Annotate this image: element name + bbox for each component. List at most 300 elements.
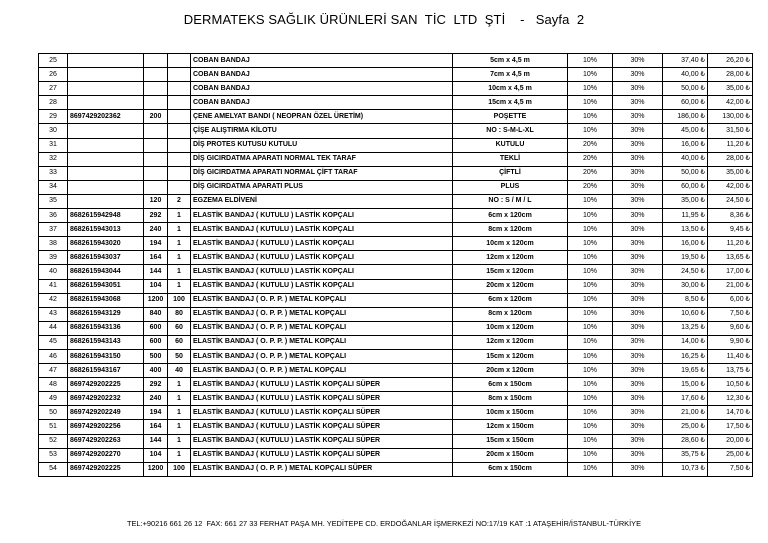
list-price-cell: 30,00 ₺ — [663, 279, 708, 293]
list-price-cell: 13,50 ₺ — [663, 223, 708, 237]
row-number: 33 — [39, 166, 68, 180]
pack-quantity-cell — [168, 152, 191, 166]
net-price-cell: 13,65 ₺ — [708, 251, 753, 265]
pack-quantity-cell: 1 — [168, 279, 191, 293]
discount-cell: 30% — [613, 462, 663, 476]
list-price-cell: 25,00 ₺ — [663, 420, 708, 434]
net-price-cell: 24,50 ₺ — [708, 194, 753, 208]
vat-cell: 10% — [568, 194, 613, 208]
barcode-cell: 8682615943129 — [68, 307, 144, 321]
barcode-cell — [68, 166, 144, 180]
table-row — [39, 434, 753, 448]
net-price-cell: 14,70 ₺ — [708, 406, 753, 420]
net-price-cell: 7,50 ₺ — [708, 307, 753, 321]
barcode-cell: 8697429202256 — [68, 420, 144, 434]
table-row — [39, 420, 753, 434]
size-cell: 12cm x 120cm — [453, 335, 568, 349]
box-quantity-cell — [144, 138, 168, 152]
list-price-cell: 19,50 ₺ — [663, 251, 708, 265]
box-quantity-cell: 600 — [144, 335, 168, 349]
barcode-cell: 8682615943013 — [68, 223, 144, 237]
table-row — [39, 321, 753, 335]
product-name-cell: ELASTİK BANDAJ ( KUTULU ) LASTİK KOPÇALI SÜPER — [191, 420, 453, 434]
barcode-cell — [68, 124, 144, 138]
pack-quantity-cell: 100 — [168, 293, 191, 307]
size-cell: 15cm x 4,5 m — [453, 96, 568, 110]
discount-cell: 30% — [613, 138, 663, 152]
list-price-cell: 8,50 ₺ — [663, 293, 708, 307]
pack-quantity-cell: 1 — [168, 420, 191, 434]
size-cell: NO : S / M / L — [453, 194, 568, 208]
row-number: 32 — [39, 152, 68, 166]
product-name-cell: ELASTİK BANDAJ ( O. P. P. ) METAL KOPÇALI — [191, 364, 453, 378]
discount-cell: 30% — [613, 293, 663, 307]
row-number: 25 — [39, 54, 68, 68]
net-price-cell: 31,50 ₺ — [708, 124, 753, 138]
box-quantity-cell: 840 — [144, 307, 168, 321]
row-number: 43 — [39, 307, 68, 321]
discount-cell: 30% — [613, 335, 663, 349]
net-price-cell: 21,00 ₺ — [708, 279, 753, 293]
row-number: 48 — [39, 378, 68, 392]
row-number: 47 — [39, 364, 68, 378]
pack-quantity-cell: 1 — [168, 209, 191, 223]
box-quantity-cell: 120 — [144, 194, 168, 208]
row-number: 46 — [39, 349, 68, 363]
barcode-cell: 8682615943044 — [68, 265, 144, 279]
product-name-cell: ELASTİK BANDAJ ( KUTULU ) LASTİK KOPÇALI — [191, 265, 453, 279]
table-row — [39, 293, 753, 307]
list-price-cell: 37,40 ₺ — [663, 54, 708, 68]
discount-cell: 30% — [613, 251, 663, 265]
pack-quantity-cell: 1 — [168, 406, 191, 420]
net-price-cell: 17,50 ₺ — [708, 420, 753, 434]
list-price-cell: 13,25 ₺ — [663, 321, 708, 335]
row-number: 37 — [39, 223, 68, 237]
list-price-cell: 50,00 ₺ — [663, 166, 708, 180]
size-cell: 6cm x 150cm — [453, 462, 568, 476]
box-quantity-cell — [144, 54, 168, 68]
size-cell: 10cm x 120cm — [453, 321, 568, 335]
net-price-cell: 35,00 ₺ — [708, 166, 753, 180]
box-quantity-cell: 1200 — [144, 462, 168, 476]
row-number: 44 — [39, 321, 68, 335]
barcode-cell: 8682615942948 — [68, 209, 144, 223]
net-price-cell: 25,00 ₺ — [708, 448, 753, 462]
row-number: 29 — [39, 110, 68, 124]
pack-quantity-cell: 50 — [168, 349, 191, 363]
vat-cell: 10% — [568, 293, 613, 307]
product-name-cell: COBAN BANDAJ — [191, 54, 453, 68]
pack-quantity-cell: 1 — [168, 434, 191, 448]
table-row — [39, 96, 753, 110]
page-title: DERMATEKS SAĞLIK ÜRÜNLERİ SAN TİC LTD ŞTİ - Sayfa 2 — [183, 12, 585, 27]
discount-cell: 30% — [613, 406, 663, 420]
vat-cell: 20% — [568, 152, 613, 166]
size-cell: 8cm x 120cm — [453, 223, 568, 237]
size-cell: 12cm x 150cm — [453, 420, 568, 434]
table-row — [39, 251, 753, 265]
box-quantity-cell: 292 — [144, 378, 168, 392]
list-price-cell: 60,00 ₺ — [663, 96, 708, 110]
net-price-cell: 35,00 ₺ — [708, 82, 753, 96]
size-cell: 15cm x 120cm — [453, 265, 568, 279]
table-row — [39, 223, 753, 237]
pack-quantity-cell: 1 — [168, 378, 191, 392]
table-row — [39, 265, 753, 279]
size-cell: 20cm x 120cm — [453, 279, 568, 293]
net-price-cell: 9,90 ₺ — [708, 335, 753, 349]
discount-cell: 30% — [613, 96, 663, 110]
pack-quantity-cell: 1 — [168, 265, 191, 279]
net-price-cell: 6,00 ₺ — [708, 293, 753, 307]
row-number: 42 — [39, 293, 68, 307]
box-quantity-cell: 600 — [144, 321, 168, 335]
barcode-cell: 8697429202225 — [68, 462, 144, 476]
discount-cell: 30% — [613, 378, 663, 392]
footer-address: TEL:+90216 661 26 12 FAX: 661 27 33 FERHAT PAŞA MH. YEDİTEPE CD. ERDOĞANLAR İŞMERKEZİ NO:17/19 KAT :1 ATAŞEHİR/İSTANBUL-TÜRKİYE — [126, 519, 642, 528]
pack-quantity-cell: 40 — [168, 364, 191, 378]
row-number: 41 — [39, 279, 68, 293]
pack-quantity-cell — [168, 180, 191, 194]
table-row — [39, 152, 753, 166]
row-number: 45 — [39, 335, 68, 349]
pack-quantity-cell: 60 — [168, 335, 191, 349]
list-price-cell: 16,00 ₺ — [663, 237, 708, 251]
product-name-cell: ELASTİK BANDAJ ( KUTULU ) LASTİK KOPÇALI SÜPER — [191, 406, 453, 420]
net-price-cell: 42,00 ₺ — [708, 96, 753, 110]
product-name-cell: ÇİŞE ALIŞTIRMA KİLOTU — [191, 124, 453, 138]
net-price-cell: 12,30 ₺ — [708, 392, 753, 406]
row-number: 31 — [39, 138, 68, 152]
barcode-cell: 8682615943143 — [68, 335, 144, 349]
table-row — [39, 279, 753, 293]
product-name-cell: COBAN BANDAJ — [191, 82, 453, 96]
net-price-cell: 9,60 ₺ — [708, 321, 753, 335]
row-number: 53 — [39, 448, 68, 462]
list-price-cell: 11,95 ₺ — [663, 209, 708, 223]
vat-cell: 10% — [568, 321, 613, 335]
product-name-cell: ELASTİK BANDAJ ( O. P. P. ) METAL KOPÇALI — [191, 293, 453, 307]
size-cell: 15cm x 150cm — [453, 434, 568, 448]
size-cell: NO : S-M-L-XL — [453, 124, 568, 138]
product-name-cell: DİŞ GICIRDATMA APARATI PLUS — [191, 180, 453, 194]
row-number: 40 — [39, 265, 68, 279]
vat-cell: 10% — [568, 434, 613, 448]
size-cell: 10cm x 4,5 m — [453, 82, 568, 96]
list-price-cell: 45,00 ₺ — [663, 124, 708, 138]
box-quantity-cell: 240 — [144, 223, 168, 237]
vat-cell: 10% — [568, 307, 613, 321]
product-name-cell: EGZEMA ELDİVENİ — [191, 194, 453, 208]
vat-cell: 10% — [568, 420, 613, 434]
size-cell: ÇİFTLİ — [453, 166, 568, 180]
size-cell: 12cm x 120cm — [453, 251, 568, 265]
list-price-cell: 28,60 ₺ — [663, 434, 708, 448]
pack-quantity-cell — [168, 54, 191, 68]
barcode-cell: 8697429202270 — [68, 448, 144, 462]
pack-quantity-cell: 1 — [168, 448, 191, 462]
barcode-cell — [68, 68, 144, 82]
box-quantity-cell: 104 — [144, 448, 168, 462]
discount-cell: 30% — [613, 68, 663, 82]
size-cell: TEKLİ — [453, 152, 568, 166]
product-name-cell: ELASTİK BANDAJ ( KUTULU ) LASTİK KOPÇALI — [191, 251, 453, 265]
size-cell: 8cm x 120cm — [453, 307, 568, 321]
barcode-cell: 8697429202362 — [68, 110, 144, 124]
net-price-cell: 7,50 ₺ — [708, 462, 753, 476]
discount-cell: 30% — [613, 448, 663, 462]
price-list-table — [38, 53, 753, 477]
vat-cell: 10% — [568, 223, 613, 237]
table-row — [39, 392, 753, 406]
list-price-cell: 16,00 ₺ — [663, 138, 708, 152]
net-price-cell: 11,40 ₺ — [708, 349, 753, 363]
barcode-cell: 8682615943051 — [68, 279, 144, 293]
list-price-cell: 35,00 ₺ — [663, 194, 708, 208]
net-price-cell: 26,20 ₺ — [708, 54, 753, 68]
box-quantity-cell — [144, 124, 168, 138]
row-number: 28 — [39, 96, 68, 110]
size-cell: PLUS — [453, 180, 568, 194]
row-number: 39 — [39, 251, 68, 265]
box-quantity-cell: 200 — [144, 110, 168, 124]
vat-cell: 10% — [568, 96, 613, 110]
barcode-cell: 8697429202232 — [68, 392, 144, 406]
table-row — [39, 406, 753, 420]
table-row — [39, 180, 753, 194]
barcode-cell: 8697429202249 — [68, 406, 144, 420]
row-number: 54 — [39, 462, 68, 476]
product-name-cell: ELASTİK BANDAJ ( KUTULU ) LASTİK KOPÇALI — [191, 279, 453, 293]
product-name-cell: ELASTİK BANDAJ ( KUTULU ) LASTİK KOPÇALI SÜPER — [191, 434, 453, 448]
vat-cell: 10% — [568, 54, 613, 68]
list-price-cell: 40,00 ₺ — [663, 152, 708, 166]
size-cell: 6cm x 120cm — [453, 209, 568, 223]
row-number: 30 — [39, 124, 68, 138]
net-price-cell: 11,20 ₺ — [708, 237, 753, 251]
product-name-cell: ELASTİK BANDAJ ( KUTULU ) LASTİK KOPÇALI — [191, 223, 453, 237]
size-cell: POŞETTE — [453, 110, 568, 124]
row-number: 52 — [39, 434, 68, 448]
table-row — [39, 462, 753, 476]
barcode-cell: 8682615943150 — [68, 349, 144, 363]
product-name-cell: ELASTİK BANDAJ ( O. P. P. ) METAL KOPÇALI — [191, 321, 453, 335]
pack-quantity-cell: 1 — [168, 223, 191, 237]
box-quantity-cell: 1200 — [144, 293, 168, 307]
size-cell: 10cm x 120cm — [453, 237, 568, 251]
vat-cell: 10% — [568, 279, 613, 293]
box-quantity-cell: 164 — [144, 420, 168, 434]
discount-cell: 30% — [613, 420, 663, 434]
product-name-cell: ELASTİK BANDAJ ( KUTULU ) LASTİK KOPÇALI SÜPER — [191, 378, 453, 392]
net-price-cell: 17,00 ₺ — [708, 265, 753, 279]
list-price-cell: 40,00 ₺ — [663, 68, 708, 82]
barcode-cell — [68, 194, 144, 208]
vat-cell: 10% — [568, 448, 613, 462]
size-cell: 10cm x 150cm — [453, 406, 568, 420]
product-name-cell: COBAN BANDAJ — [191, 68, 453, 82]
vat-cell: 10% — [568, 349, 613, 363]
product-name-cell: ELASTİK BANDAJ ( KUTULU ) LASTİK KOPÇALI SÜPER — [191, 392, 453, 406]
list-price-cell: 10,60 ₺ — [663, 307, 708, 321]
discount-cell: 30% — [613, 307, 663, 321]
discount-cell: 30% — [613, 237, 663, 251]
product-name-cell: ELASTİK BANDAJ ( O. P. P. ) METAL KOPÇALI SÜPER — [191, 462, 453, 476]
net-price-cell: 42,00 ₺ — [708, 180, 753, 194]
list-price-cell: 35,75 ₺ — [663, 448, 708, 462]
table-row — [39, 307, 753, 321]
vat-cell: 20% — [568, 138, 613, 152]
list-price-cell: 24,50 ₺ — [663, 265, 708, 279]
row-number: 26 — [39, 68, 68, 82]
list-price-cell: 14,00 ₺ — [663, 335, 708, 349]
net-price-cell: 11,20 ₺ — [708, 138, 753, 152]
vat-cell: 20% — [568, 166, 613, 180]
vat-cell: 10% — [568, 378, 613, 392]
list-price-cell: 21,00 ₺ — [663, 406, 708, 420]
vat-cell: 10% — [568, 335, 613, 349]
discount-cell: 30% — [613, 166, 663, 180]
vat-cell: 10% — [568, 265, 613, 279]
discount-cell: 30% — [613, 279, 663, 293]
vat-cell: 20% — [568, 180, 613, 194]
vat-cell: 10% — [568, 124, 613, 138]
net-price-cell: 13,75 ₺ — [708, 364, 753, 378]
net-price-cell: 9,45 ₺ — [708, 223, 753, 237]
box-quantity-cell — [144, 180, 168, 194]
pack-quantity-cell: 1 — [168, 237, 191, 251]
barcode-cell: 8682615943136 — [68, 321, 144, 335]
vat-cell: 10% — [568, 462, 613, 476]
list-price-cell: 186,00 ₺ — [663, 110, 708, 124]
vat-cell: 10% — [568, 209, 613, 223]
vat-cell: 10% — [568, 82, 613, 96]
box-quantity-cell — [144, 68, 168, 82]
product-name-cell: ÇENE AMELYAT BANDI ( NEOPRAN ÖZEL ÜRETİM) — [191, 110, 453, 124]
box-quantity-cell — [144, 166, 168, 180]
box-quantity-cell: 292 — [144, 209, 168, 223]
table-row — [39, 166, 753, 180]
size-cell: 20cm x 120cm — [453, 364, 568, 378]
pack-quantity-cell — [168, 138, 191, 152]
box-quantity-cell: 500 — [144, 349, 168, 363]
list-price-cell: 17,60 ₺ — [663, 392, 708, 406]
box-quantity-cell: 240 — [144, 392, 168, 406]
product-name-cell: ELASTİK BANDAJ ( O. P. P. ) METAL KOPÇALI — [191, 307, 453, 321]
row-number: 27 — [39, 82, 68, 96]
product-name-cell: ELASTİK BANDAJ ( O. P. P. ) METAL KOPÇALI — [191, 335, 453, 349]
barcode-cell — [68, 180, 144, 194]
barcode-cell: 8697429202263 — [68, 434, 144, 448]
vat-cell: 10% — [568, 110, 613, 124]
box-quantity-cell — [144, 152, 168, 166]
pack-quantity-cell — [168, 82, 191, 96]
table-row — [39, 82, 753, 96]
barcode-cell: 8697429202225 — [68, 378, 144, 392]
net-price-cell: 8,36 ₺ — [708, 209, 753, 223]
size-cell: 5cm x 4,5 m — [453, 54, 568, 68]
discount-cell: 30% — [613, 152, 663, 166]
list-price-cell: 15,00 ₺ — [663, 378, 708, 392]
pack-quantity-cell — [168, 68, 191, 82]
discount-cell: 30% — [613, 265, 663, 279]
discount-cell: 30% — [613, 349, 663, 363]
row-number: 50 — [39, 406, 68, 420]
list-price-cell: 60,00 ₺ — [663, 180, 708, 194]
discount-cell: 30% — [613, 54, 663, 68]
box-quantity-cell: 104 — [144, 279, 168, 293]
product-name-cell: DİŞ GICIRDATMA APARATI NORMAL TEK TARAF — [191, 152, 453, 166]
discount-cell: 30% — [613, 82, 663, 96]
barcode-cell — [68, 82, 144, 96]
vat-cell: 10% — [568, 251, 613, 265]
box-quantity-cell: 400 — [144, 364, 168, 378]
row-number: 35 — [39, 194, 68, 208]
pack-quantity-cell: 60 — [168, 321, 191, 335]
box-quantity-cell: 144 — [144, 434, 168, 448]
table-row — [39, 448, 753, 462]
table-row — [39, 110, 753, 124]
table-row — [39, 124, 753, 138]
pack-quantity-cell — [168, 124, 191, 138]
box-quantity-cell: 144 — [144, 265, 168, 279]
pack-quantity-cell: 100 — [168, 462, 191, 476]
net-price-cell: 20,00 ₺ — [708, 434, 753, 448]
vat-cell: 10% — [568, 364, 613, 378]
table-row — [39, 209, 753, 223]
discount-cell: 30% — [613, 364, 663, 378]
product-name-cell: ELASTİK BANDAJ ( KUTULU ) LASTİK KOPÇALI — [191, 209, 453, 223]
table-row — [39, 138, 753, 152]
vat-cell: 10% — [568, 406, 613, 420]
pack-quantity-cell — [168, 96, 191, 110]
pack-quantity-cell: 1 — [168, 392, 191, 406]
price-list-body — [39, 54, 753, 477]
barcode-cell: 8682615943167 — [68, 364, 144, 378]
pack-quantity-cell — [168, 110, 191, 124]
size-cell: 6cm x 120cm — [453, 293, 568, 307]
net-price-cell: 10,50 ₺ — [708, 378, 753, 392]
row-number: 49 — [39, 392, 68, 406]
vat-cell: 10% — [568, 68, 613, 82]
pack-quantity-cell: 2 — [168, 194, 191, 208]
product-name-cell: ELASTİK BANDAJ ( O. P. P. ) METAL KOPÇALI — [191, 349, 453, 363]
barcode-cell — [68, 138, 144, 152]
table-row — [39, 364, 753, 378]
box-quantity-cell: 164 — [144, 251, 168, 265]
size-cell: KUTULU — [453, 138, 568, 152]
product-name-cell: ELASTİK BANDAJ ( KUTULU ) LASTİK KOPÇALI — [191, 237, 453, 251]
size-cell: 15cm x 120cm — [453, 349, 568, 363]
list-price-cell: 50,00 ₺ — [663, 82, 708, 96]
table-row — [39, 54, 753, 68]
list-price-cell: 16,25 ₺ — [663, 349, 708, 363]
barcode-cell — [68, 54, 144, 68]
product-name-cell: DİŞ PROTES KUTUSU KUTULU — [191, 138, 453, 152]
pack-quantity-cell: 1 — [168, 251, 191, 265]
net-price-cell: 130,00 ₺ — [708, 110, 753, 124]
row-number: 38 — [39, 237, 68, 251]
discount-cell: 30% — [613, 194, 663, 208]
size-cell: 20cm x 150cm — [453, 448, 568, 462]
discount-cell: 30% — [613, 110, 663, 124]
table-row — [39, 68, 753, 82]
row-number: 36 — [39, 209, 68, 223]
barcode-cell: 8682615943068 — [68, 293, 144, 307]
list-price-cell: 10,73 ₺ — [663, 462, 708, 476]
discount-cell: 30% — [613, 180, 663, 194]
